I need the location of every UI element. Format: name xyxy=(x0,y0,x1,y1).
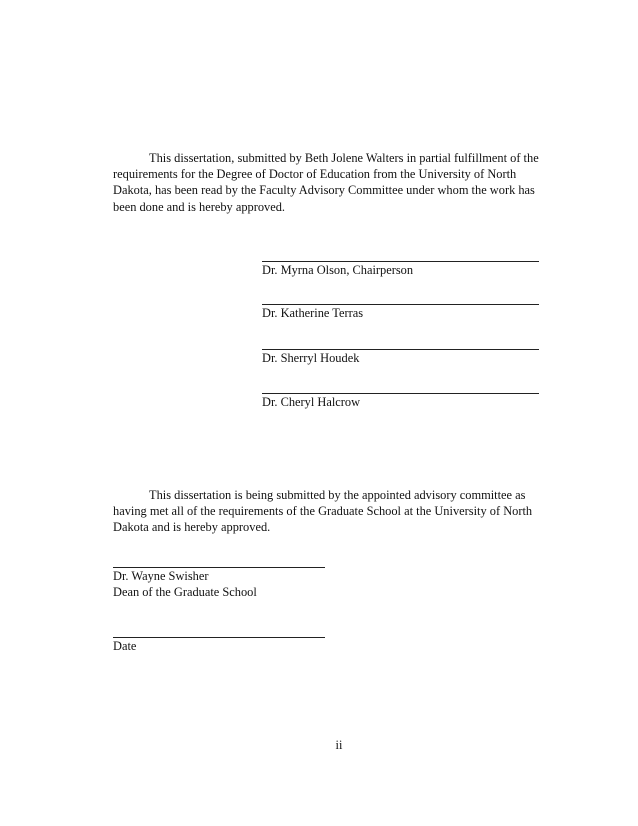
committee-member-name: Dr. Myrna Olson, Chairperson xyxy=(262,263,414,277)
dean-signature xyxy=(113,553,373,600)
signature-line xyxy=(262,379,539,394)
submission-paragraph: This dissertation is being submitted by the appointed advisory committee as having met all of the requirements of the Graduate School at the University of North Dakota and is hereby approved. xyxy=(113,488,533,535)
committee-member-name: Dr. Katherine Terras xyxy=(262,306,364,320)
date-label: Date xyxy=(113,639,137,653)
signature-line xyxy=(262,247,539,262)
committee-signature-1 xyxy=(262,247,542,278)
date-signature xyxy=(113,623,373,654)
committee-signature-4 xyxy=(262,379,542,410)
committee-member-name: Dr. Sherryl Houdek xyxy=(262,351,360,365)
dean-name: Dr. Wayne Swisher xyxy=(113,569,209,583)
signature-line xyxy=(113,623,325,638)
committee-member-name: Dr. Cheryl Halcrow xyxy=(262,395,361,409)
signature-line xyxy=(262,290,539,305)
committee-signature-2 xyxy=(262,290,542,321)
dean-title: Dean of the Graduate School xyxy=(113,585,257,599)
signature-line xyxy=(262,335,539,350)
page-number: ii xyxy=(335,738,343,752)
signature-line xyxy=(113,553,325,568)
approval-paragraph: This dissertation, submitted by Beth Jolene Walters in partial fulfillment of the requirements for the Degree of Doctor of Education from the University of North Dakota, has been read by the Faculty Advisory Committee under whom the work has been done and is hereby approved. xyxy=(113,151,539,214)
committee-signature-3 xyxy=(262,335,542,366)
